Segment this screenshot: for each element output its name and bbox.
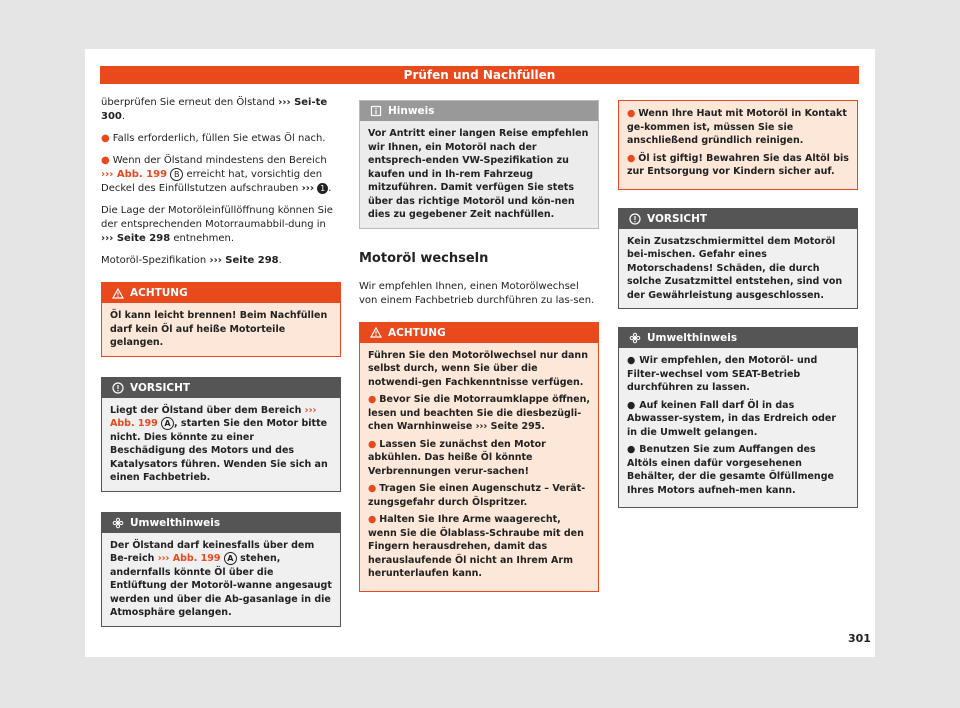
text: Der Ölstand darf keinesfalls über dem Be-reich <box>110 539 315 564</box>
text: , starten Sie den Motor bitte nicht. Dies könnte zu einer Beschädigung des Motors und des Katalysators führen. Wenden Sie sich an einen Fachbetrieb. <box>110 418 328 483</box>
text: Lassen Sie zunächst den Motor abkühlen. Das heiße Öl könnte Verbrennungen verur-sachen! <box>368 438 546 477</box>
note-title: Hinweis <box>388 105 435 117</box>
text: Falls erforderlich, füllen Sie etwas Öl nach. <box>112 133 326 144</box>
environment-title: Umwelthinweis <box>647 332 738 344</box>
caution-title: VORSICHT <box>130 381 191 394</box>
text: Öl ist giftig! Bewahren Sie das Altöl bis zur Entsorgung vor Kindern sicher auf. <box>627 152 849 177</box>
info-circle-icon <box>629 213 641 225</box>
section-heading: Motoröl wechseln <box>359 250 489 266</box>
environment-body <box>102 533 340 626</box>
callout-letter-a: A <box>161 417 174 430</box>
flower-icon <box>112 517 124 529</box>
note-icon <box>370 105 382 117</box>
flower-icon <box>629 332 641 344</box>
paragraph: Motoröl-Spezifikation ››› Seite 298. <box>101 255 282 266</box>
warning-header <box>360 323 598 343</box>
caution-header <box>102 378 340 398</box>
environment-header <box>102 513 340 533</box>
text: überprüfen Sie erneut den Ölstand <box>101 97 276 108</box>
page-reference-link[interactable]: ››› Seite 298 <box>209 255 279 266</box>
bullet-item <box>368 482 590 509</box>
bullet-icon: ● <box>368 438 377 450</box>
caution-box <box>101 377 341 492</box>
info-circle-icon <box>112 382 124 394</box>
bullet-icon: ● <box>101 133 110 144</box>
figure-reference-link[interactable]: ››› Abb. 199 <box>101 169 168 180</box>
bullet-item <box>368 438 590 479</box>
text: Bevor Sie die Motorraumklappe öffnen, lesen und beachten Sie die diesbezügli-chen Warnhinweise <box>368 394 590 432</box>
warning-header <box>102 283 340 303</box>
text: stehen, andernfalls könnte Öl über die Entlüftung der Motoröl-wanne angesaugt werden und über die Ab-gasanlage in die Atmosphäre gelangen. <box>110 553 332 618</box>
caution-box <box>618 208 858 310</box>
environment-header <box>619 328 857 348</box>
warning-body <box>619 101 857 189</box>
bullet-item <box>627 443 849 497</box>
bullet-item <box>627 399 849 440</box>
environment-box <box>618 327 858 508</box>
note-body: Vor Antritt einer langen Reise empfehlen wir Ihnen, ein Motoröl nach der entsprech-enden VW-Spezifikation zu kaufen und in Ih-rem Fahrzeug mitzuführen. Damit verfügen Sie stets über das richtige Motoröl und kön-nen dies zu gegebener Zeit nachfüllen. <box>360 121 598 228</box>
text: Auf keinen Fall darf Öl in das Abwasser-system, in das Erdreich oder in die Umwelt gelangen. <box>627 399 837 438</box>
page-header: Prüfen und Nachfüllen <box>100 66 859 84</box>
text: Motoröl-Spezifikation <box>101 255 207 266</box>
warning-triangle-icon <box>112 288 124 299</box>
text: Benutzen Sie zum Auffangen des Altöls einen dafür vorgesehenen Behälter, der die gesamte Ölfüllmenge Ihres Motors aufneh-men kann. <box>627 444 834 496</box>
warning-triangle-icon <box>370 327 382 338</box>
bullet-item <box>627 354 849 395</box>
page-reference-link[interactable]: ››› Seite 295 <box>475 421 542 432</box>
text: Wenn Ihre Haut mit Motoröl in Kontakt ge-kommen ist, müssen Sie sie anschließend gründlich reinigen. <box>627 108 847 146</box>
column-3 <box>618 100 858 522</box>
text: Liegt der Ölstand über dem Bereich <box>110 404 302 416</box>
note-marker-icon: 1 <box>317 183 328 194</box>
caution-header <box>619 209 857 229</box>
bullet-item: ● Wenn der Ölstand mindestens den Bereich ››› Abb. 199 B erreicht hat, vorsichtig den Deckel des Einfüllstutzen aufschrauben ››› 1 . <box>101 155 332 194</box>
bullet-icon: ● <box>627 108 636 119</box>
bullet-icon: ● <box>627 355 636 366</box>
bullet-item <box>627 152 849 179</box>
bullet-item <box>368 513 590 581</box>
environment-title: Umwelthinweis <box>130 516 221 529</box>
text: Wenn der Ölstand mindestens den Bereich <box>112 155 327 166</box>
page-reference-link[interactable]: ››› Sei-te 300 <box>101 97 328 122</box>
text: entnehmen. <box>173 233 235 244</box>
bullet-item: ● Bevor Sie die Motorraumklappe öffnen, lesen und beachten Sie die diesbezügli-chen Warnhinweise ››› Seite 295. <box>368 394 590 432</box>
column-1 <box>101 96 341 641</box>
text: Halten Sie Ihre Arme waagerecht, wenn Sie die Ölablass-Schraube mit den Fingern herausdrehen, damit das herauslaufende Öl nicht an Ihrem Arm herunterlaufen kann. <box>368 514 584 579</box>
warning-title: ACHTUNG <box>388 326 446 339</box>
caution-body: Kein Zusatzschmiermittel dem Motoröl bei-mischen. Gefahr eines Motorschadens! Schäden, die durch solche Zusatzmittel entstehen, sind von der Gewährleistung ausgeschlossen. <box>619 229 857 309</box>
warning-title: ACHTUNG <box>130 287 188 299</box>
paragraph: Wir empfehlen Ihnen, einen Motorölwechsel von einem Fachbetrieb durchführen zu las-sen. <box>359 280 595 306</box>
bullet-item <box>627 107 849 148</box>
text: erreicht hat, vorsichtig den Deckel des Einfüllstutzen aufschrauben <box>101 169 323 194</box>
caution-title: VORSICHT <box>647 212 708 225</box>
warning-box <box>101 282 341 357</box>
figure-reference-link[interactable]: ››› Abb. 199 <box>157 553 221 564</box>
bullet-item <box>101 132 341 146</box>
text: Wir empfehlen, den Motoröl- und Filter-wechsel vom SEAT-Betrieb durchführen zu lassen. <box>627 355 818 393</box>
bullet-icon: ● <box>627 399 636 411</box>
note-box <box>359 100 599 229</box>
text: Tragen Sie einen Augenschutz – Verät-zungsgefahr durch Ölspritzer. <box>368 483 586 508</box>
reference-arrows[interactable]: ››› <box>301 183 314 194</box>
bullet-icon: ● <box>101 155 110 166</box>
text: Die Lage der Motoröleinfüllöffnung können Sie der entsprechenden Motorraumabbil-dung in <box>101 205 333 230</box>
bullet-icon: ● <box>368 514 377 525</box>
warning-body: Öl kann leicht brennen! Beim Nachfüllen darf kein Öl auf heiße Motorteile gelangen. <box>102 303 340 356</box>
environment-box <box>101 512 341 627</box>
warning-box <box>359 322 599 592</box>
bullet-icon: ● <box>627 152 636 164</box>
paragraph: überprüfen Sie erneut den Ölstand ››› Sei-te 300. <box>101 97 328 122</box>
bullet-icon: ● <box>627 444 636 455</box>
warning-body <box>360 343 598 591</box>
bullet-icon: ● <box>368 394 377 405</box>
column-2 <box>359 100 599 606</box>
warning-box-continued <box>618 100 858 190</box>
page-reference-link[interactable]: ››› Seite 298 <box>101 233 171 244</box>
figure-reference-link[interactable]: ››› Abb. 199 <box>110 404 317 429</box>
note-header <box>360 101 598 121</box>
bullet-icon: ● <box>368 483 377 494</box>
page-number: 301 <box>848 632 871 645</box>
environment-body <box>619 348 857 507</box>
callout-letter-b: B <box>170 168 183 181</box>
paragraph <box>101 204 341 246</box>
text: Führen Sie den Motorölwechsel nur dann selbst durch, wenn Sie über die notwendi-gen Fachkenntnisse verfügen. <box>368 349 588 388</box>
caution-body <box>102 398 340 491</box>
callout-letter-a: A <box>224 552 237 565</box>
